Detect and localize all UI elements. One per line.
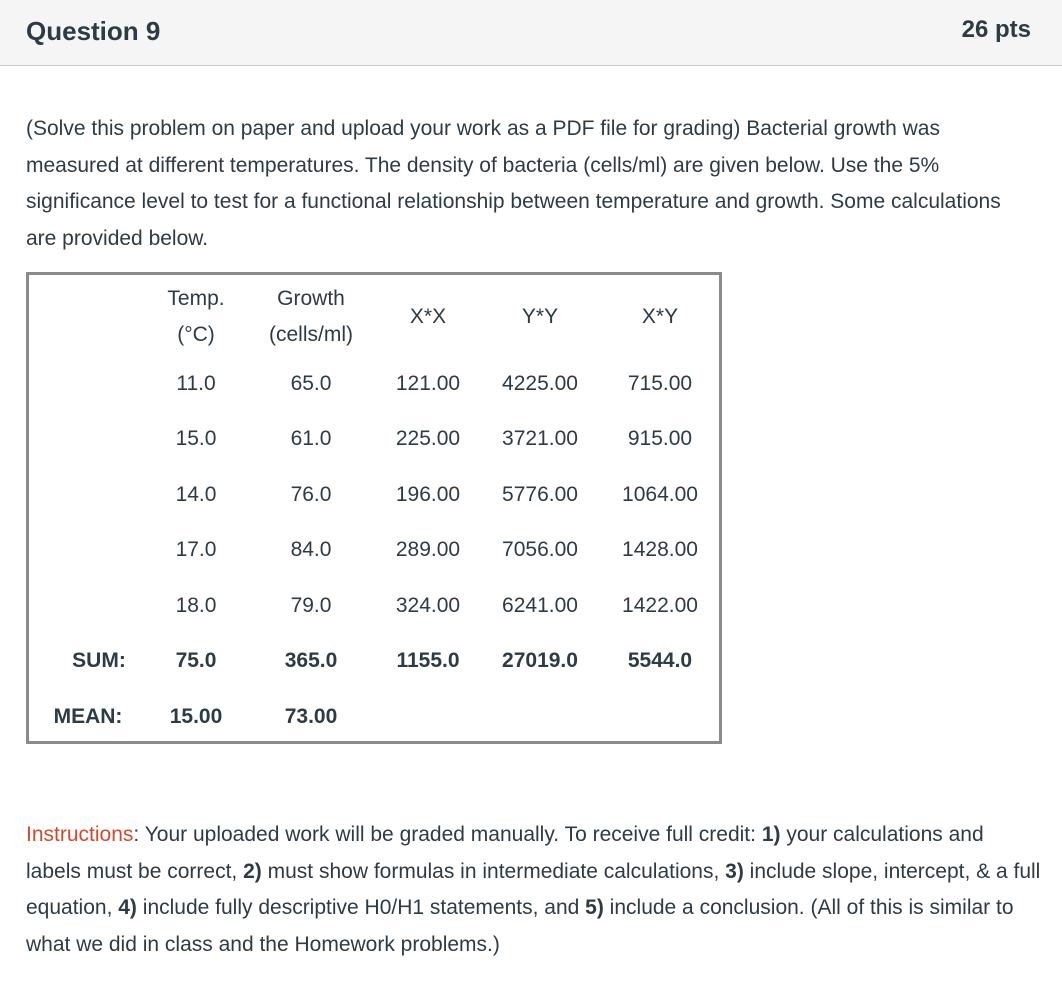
table-cell: 1064.00 — [622, 483, 698, 506]
table-cell: 915.00 — [627, 427, 693, 450]
instructions-item-number: 4) — [118, 896, 137, 919]
mean-growth: 73.00 — [284, 705, 338, 728]
instructions-text: your calculations and labels must be correct, — [26, 823, 984, 883]
instructions-item-number: 5) — [585, 896, 604, 919]
instructions-label: Instructions — [26, 823, 134, 846]
table-cell: 5776.00 — [502, 483, 578, 506]
instructions-item-number: 2) — [243, 859, 262, 883]
table-cell: 225.00 — [395, 427, 461, 450]
table-cell: 1422.00 — [622, 594, 698, 617]
question-title: Question 9 — [26, 16, 161, 46]
question-prompt: (Solve this problem on paper and upload your work as a PDF file for grading) Bacterial growth was measured at different temperatures. The density of bacteria (cells/ml) are given below. Use the 5% significance level to test for a functional relationship between temperature and growth. Some calculations are provided below. — [26, 117, 1001, 250]
question-header — [0, 0, 1062, 66]
table-cell: 196.00 — [395, 483, 461, 506]
header-temp-unit: (°C) — [177, 323, 215, 346]
instructions-item-number: 3) — [725, 859, 744, 883]
table-cell: 4225.00 — [502, 372, 578, 395]
table-cell: 84.0 — [290, 538, 332, 561]
question-points: 26 pts — [961, 16, 1031, 43]
header-yy: Y*Y — [521, 305, 559, 328]
instructions-text: Your uploaded work will be graded manually. To receive full credit: — [139, 823, 762, 846]
table-cell: 3721.00 — [502, 427, 578, 450]
table-cell: 1428.00 — [622, 538, 698, 561]
table-cell: 6241.00 — [502, 594, 578, 617]
sum-xy: 5544.0 — [627, 649, 693, 672]
table-cell: 18.0 — [175, 594, 217, 617]
table-cell: 79.0 — [290, 594, 332, 617]
header-xx: X*X — [409, 305, 447, 328]
table-cell: 61.0 — [290, 427, 332, 450]
table-cell: 14.0 — [175, 483, 217, 506]
instructions-paragraph — [26, 817, 1041, 963]
sum-growth: 365.0 — [284, 649, 338, 672]
sum-yy: 27019.0 — [502, 649, 578, 672]
table-cell: 324.00 — [395, 594, 461, 617]
table-cell: 715.00 — [627, 372, 693, 395]
mean-label: MEAN: — [53, 705, 123, 728]
sum-label: SUM: — [72, 649, 126, 672]
sum-temp: 75.0 — [175, 649, 217, 672]
table-cell: 15.0 — [175, 427, 217, 450]
header-temp: Temp. — [167, 287, 225, 310]
mean-temp: 15.00 — [169, 705, 223, 728]
data-table — [26, 272, 722, 744]
instructions-text: include fully descriptive H0/H1 statements, and — [136, 896, 586, 919]
instructions-item-number: 1) — [761, 823, 781, 846]
header-growth-unit: (cells/ml) — [269, 323, 353, 346]
instructions-text: must show formulas in intermediate calculations, — [261, 859, 726, 883]
instructions-colon: : — [133, 823, 140, 846]
table-cell: 76.0 — [290, 483, 332, 506]
header-xy: X*Y — [641, 305, 679, 328]
table-cell: 11.0 — [176, 372, 216, 395]
header-growth: Growth — [277, 287, 345, 310]
table-cell: 7056.00 — [502, 538, 578, 561]
table-cell: 65.0 — [290, 372, 332, 395]
table-cell: 289.00 — [395, 538, 461, 561]
instructions-text: include a conclusion. (All of this is similar to what we did in class and the Homework problems.) — [26, 896, 1014, 956]
table-cell: 121.00 — [395, 372, 461, 395]
instructions-text: include slope, intercept, & a full equation, — [26, 859, 1041, 919]
sum-xx: 1155.0 — [396, 649, 460, 672]
table-cell: 17.0 — [175, 538, 217, 561]
